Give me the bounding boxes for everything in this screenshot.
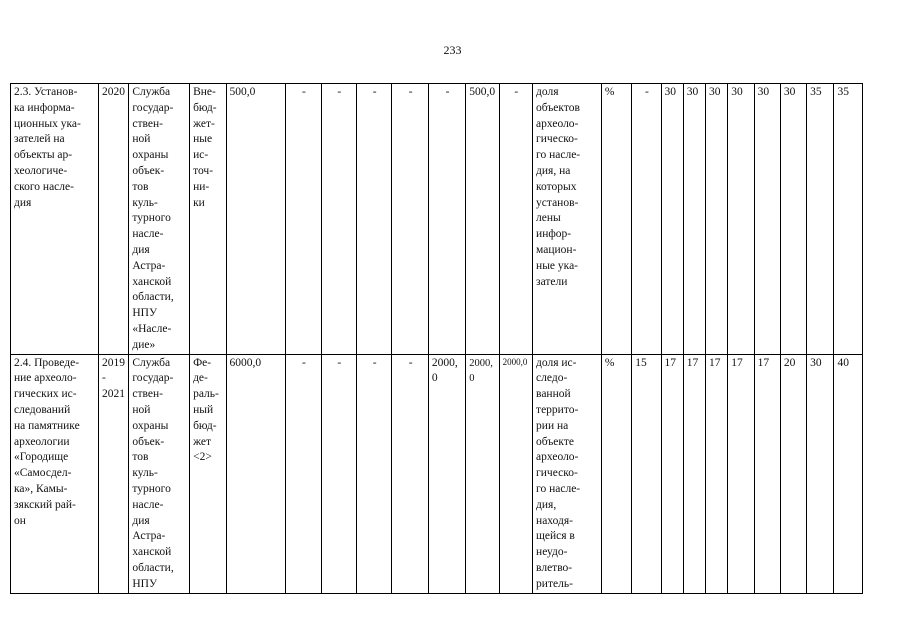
indicator-cell: доля ис- следо- ванной террито- рии на объекте археоло- гическо- го насле- дия, находя- щейся в неудо- влетво- ритель- bbox=[533, 354, 602, 593]
measure-name-cell: 2.4. Проведе- ние археоло- гических ис- следований на памятнике археологии «Городище «Самосдел- ка», Камы- зякский рай- он bbox=[11, 354, 99, 593]
table-row bbox=[11, 84, 863, 355]
indicator-value-cell: - bbox=[632, 84, 661, 355]
unit-cell: % bbox=[601, 354, 631, 593]
indicator-value-cell: 30 bbox=[683, 84, 705, 355]
indicator-value-cell: 30 bbox=[661, 84, 683, 355]
amount-cell: 2000,0 bbox=[466, 354, 499, 593]
indicator-cell: доля объектов археоло- гическо- го насле- дия, на которых установ- лены инфор- мацион- ные ука- затели bbox=[533, 84, 602, 355]
executor-cell: Служба государ- ствен- ной охраны объек- тов куль- турного насле- дия Астра- ханской области, НПУ bbox=[129, 354, 190, 593]
indicator-value-cell: 17 bbox=[706, 354, 728, 593]
funding-source-cell: Фе- де- раль- ный бюд- жет <2> bbox=[190, 354, 226, 593]
indicator-value-cell: 17 bbox=[728, 354, 754, 593]
amount-cell: - bbox=[321, 354, 356, 593]
indicator-value-cell: 40 bbox=[834, 354, 863, 593]
indicator-value-cell: 30 bbox=[807, 354, 834, 593]
amount-cell: 2000,0 bbox=[428, 354, 465, 593]
amount-cell: - bbox=[321, 84, 356, 355]
period-cell: 2019- 2021 bbox=[99, 354, 129, 593]
indicator-value-cell: 30 bbox=[780, 84, 806, 355]
amount-cell: - bbox=[357, 84, 392, 355]
indicator-value-cell: 30 bbox=[706, 84, 728, 355]
indicator-value-cell: 17 bbox=[661, 354, 683, 593]
page-number: 233 bbox=[443, 43, 462, 57]
amount-cell: - bbox=[357, 354, 392, 593]
amount-cell: - bbox=[499, 84, 532, 355]
indicator-value-cell: 15 bbox=[632, 354, 661, 593]
amount-cell: - bbox=[428, 84, 465, 355]
amount-cell: 2000,0 bbox=[499, 354, 532, 593]
total-amount-cell: 500,0 bbox=[226, 84, 286, 355]
indicator-value-cell: 20 bbox=[780, 354, 806, 593]
amount-cell: - bbox=[286, 354, 321, 593]
indicator-value-cell: 35 bbox=[807, 84, 834, 355]
period-cell: 2020 bbox=[99, 84, 129, 355]
indicator-value-cell: 17 bbox=[754, 354, 780, 593]
amount-cell: 500,0 bbox=[466, 84, 499, 355]
indicator-value-cell: 35 bbox=[834, 84, 863, 355]
amount-cell: - bbox=[392, 84, 428, 355]
amount-cell: - bbox=[286, 84, 321, 355]
measure-name-cell: 2.3. Установ- ка информа- ционных ука- зателей на объекты ар- хеологиче- ского насле- дия bbox=[11, 84, 99, 355]
executor-cell: Служба государ- ствен- ной охраны объек- тов куль- турного насле- дия Астра- ханской области, НПУ «Насле- дие» bbox=[129, 84, 190, 355]
indicator-value-cell: 17 bbox=[683, 354, 705, 593]
indicator-value-cell: 30 bbox=[754, 84, 780, 355]
program-table bbox=[10, 83, 863, 594]
table-row bbox=[11, 354, 863, 593]
unit-cell: % bbox=[601, 84, 631, 355]
amount-cell: - bbox=[392, 354, 428, 593]
funding-source-cell: Вне- бюд- жет- ные ис- точ- ни- ки bbox=[190, 84, 226, 355]
total-amount-cell: 6000,0 bbox=[226, 354, 286, 593]
indicator-value-cell: 30 bbox=[728, 84, 754, 355]
